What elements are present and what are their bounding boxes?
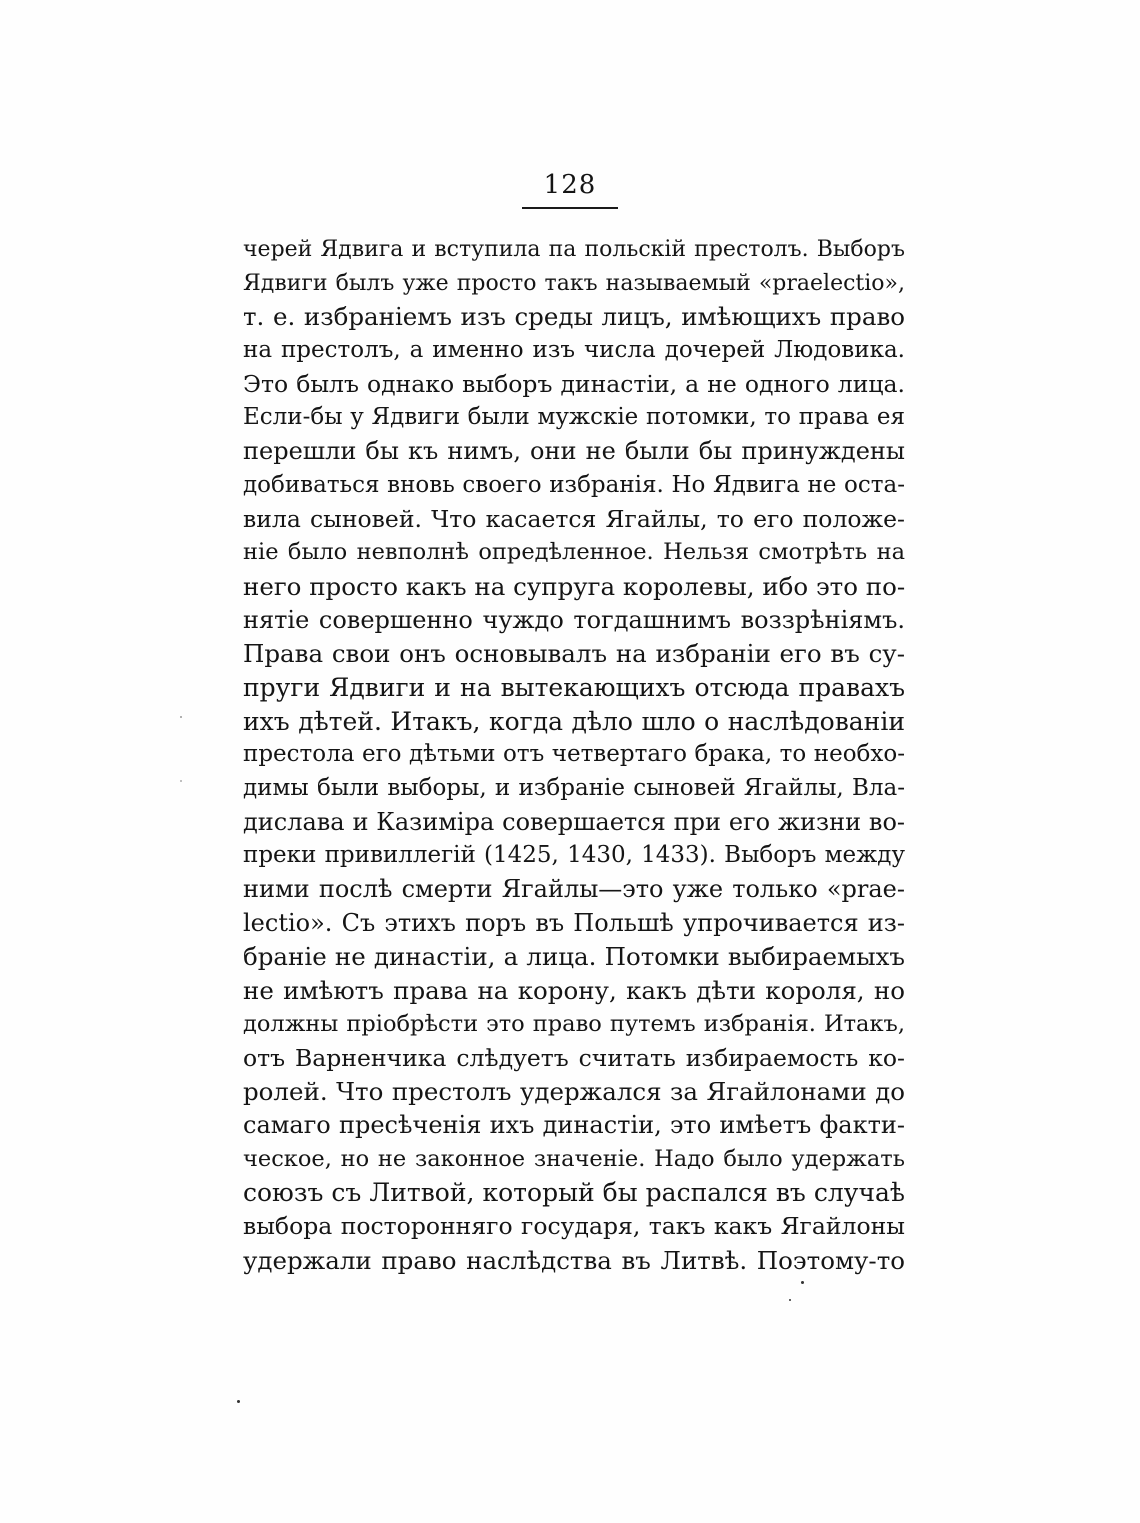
- body-text: [243, 233, 905, 1277]
- text-line: димы были выборы, и избраніе сыновей Ягайлы, Вла-: [243, 775, 905, 801]
- text-line: союзъ съ Литвой, который бы распался въ случаѣ: [243, 1178, 905, 1208]
- page-number: 128: [543, 170, 597, 200]
- text-line: Права свои онъ основывалъ на избраніи его въ су-: [243, 639, 905, 669]
- text-line: перешли бы къ нимъ, они не были бы принуждены: [243, 437, 905, 466]
- page-number-rule: [522, 207, 618, 209]
- text-line: выбора посторонняго государя, такъ какъ Ягайлоны: [243, 1211, 905, 1240]
- text-line: вила сыновей. Что касается Ягайлы, то его положе-: [243, 504, 905, 533]
- text-line: нятіе совершенно чуждо тогдашнимъ воззрѣніямъ.: [243, 605, 905, 634]
- text-line: т. е. избраніемъ изъ среды лицъ, имѣющихъ право: [243, 302, 905, 332]
- text-line: должны пріобрѣсти это право путемъ избранія. Итакъ,: [243, 1010, 905, 1037]
- text-line: браніе не династіи, а лица. Потомки выбираемыхъ: [243, 942, 905, 972]
- text-line: Это былъ однако выборъ династіи, а не одного лица.: [243, 369, 905, 398]
- text-line: не имѣютъ права на корону, какъ дѣти короля, но: [243, 976, 905, 1006]
- text-line: престола его дѣтьми отъ четвертаго брака, то необхо-: [243, 741, 905, 768]
- scan-speck: [789, 1299, 791, 1301]
- scan-speck: [180, 780, 182, 782]
- scan-speck: [237, 1400, 240, 1403]
- text-line: Ядвиги былъ уже просто такъ называемый «praelectio»,: [243, 270, 905, 296]
- text-line: на престолъ, а именно изъ числа дочерей Людовика.: [243, 337, 905, 364]
- text-line: ніе было невполнѣ опредѣленное. Нельзя смотрѣть на: [243, 539, 905, 566]
- text-line: пруги Ядвиги и на вытекающихъ отсюда правахъ: [243, 672, 905, 702]
- text-line: ролей. Что престолъ удержался за Ягайлонами до: [243, 1077, 905, 1107]
- text-line: дислава и Казиміра совершается при его жизни во-: [243, 807, 905, 836]
- text-line: Если-бы у Ядвиги были мужскіе потомки, то права ея: [243, 404, 905, 431]
- text-line: ческое, но не законное значеніе. Надо было удержать: [243, 1145, 905, 1172]
- text-line: lectio». Съ этихъ поръ въ Польшѣ упрочивается из-: [243, 908, 905, 937]
- text-line: ихъ дѣтей. Итакъ, когда дѣло шло о наслѣдованіи: [243, 706, 905, 736]
- text-line: самаго пресѣченія ихъ династіи, это имѣетъ факти-: [243, 1110, 905, 1139]
- scan-speck: [801, 1281, 804, 1284]
- text-line: добиваться вновь своего избранія. Но Ядвига не оста-: [243, 471, 905, 498]
- scan-speck: [180, 716, 182, 718]
- text-line: удержали право наслѣдства въ Литвѣ. Поэтому-то: [243, 1245, 905, 1275]
- text-line: черей Ядвига и вступила па польскій престолъ. Выборъ: [243, 237, 905, 262]
- text-line: ними послѣ смерти Ягайлы—это уже только «prae-: [243, 875, 905, 904]
- text-line: него просто какъ на супруга королевы, ибо это по-: [243, 571, 906, 601]
- text-line: преки привиллегій (1425, 1430, 1433). Выборъ между: [243, 842, 905, 869]
- text-line: отъ Варненчика слѣдуетъ считать избираемость ко-: [243, 1043, 905, 1072]
